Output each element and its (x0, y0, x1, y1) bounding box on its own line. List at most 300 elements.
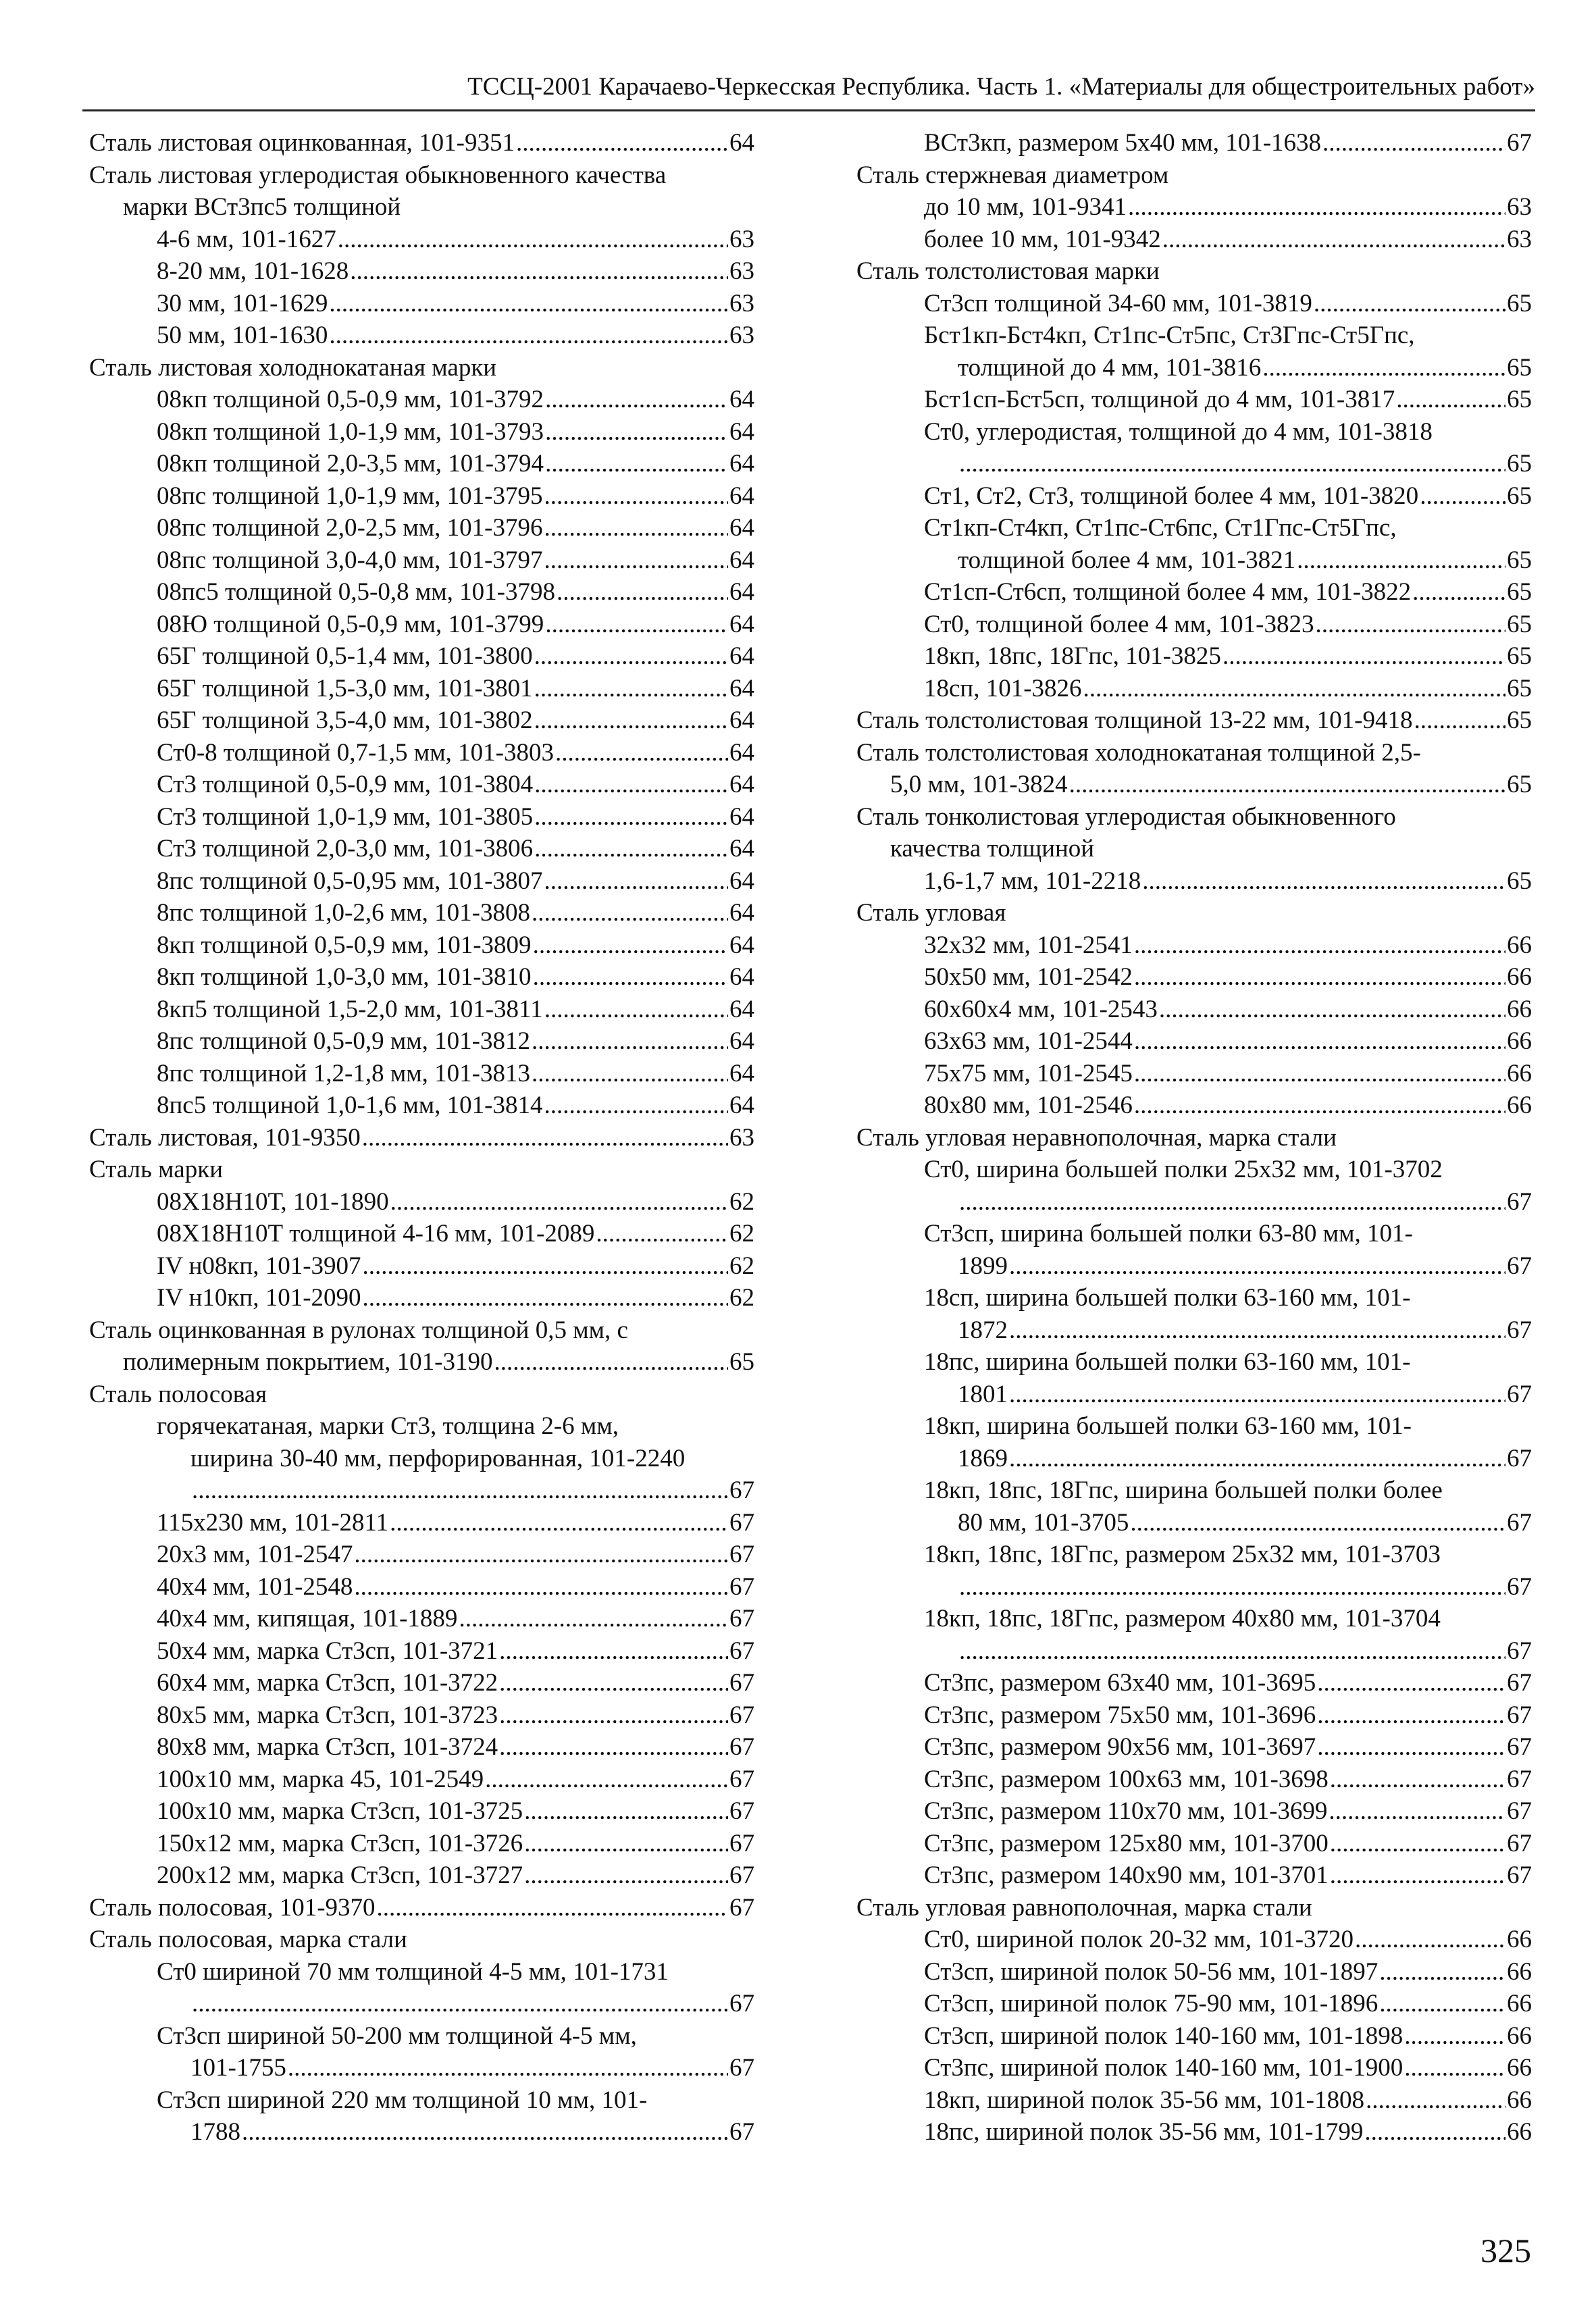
entry-page-number: 67 (729, 1637, 754, 1665)
header-title: ТССЦ-2001 Карачаево-Черкесская Республика. Часть 1. «Материалы для общестроительных работ» (467, 73, 1535, 101)
entry-text: до 10 мм, 101-9341 (924, 193, 1127, 221)
entry-text: Ст0, ширина большей полки 25х32 мм, 101-3702 (924, 1156, 1443, 1183)
entry-page-number: 65 (1507, 706, 1532, 734)
entry-text: Ст3 толщиной 0,5-0,9 мм, 101-3804 (157, 771, 534, 798)
entry-text: 18кп, 18пс, 18Гпс, размером 25х32 мм, 101-3703 (924, 1541, 1441, 1568)
index-entry (89, 512, 754, 544)
entry-text: Сталь угловая (856, 899, 1006, 927)
entry-page-number: 67 (1507, 1572, 1532, 1601)
index-entry (856, 544, 1532, 577)
dot-leader (524, 1859, 728, 1892)
entry-page-number: 67 (729, 1733, 754, 1761)
index-entry (856, 769, 1532, 801)
index-entry (89, 1346, 754, 1379)
index-entry (856, 288, 1532, 320)
dot-leader (544, 480, 729, 513)
dot-leader (1134, 1089, 1505, 1122)
entry-page-number: 67 (1507, 1669, 1532, 1697)
index-entry (89, 255, 754, 288)
dot-leader (544, 512, 729, 544)
index-entry (856, 1539, 1532, 1571)
entry-page-number: 65 (1507, 674, 1532, 702)
dot-leader (1420, 480, 1505, 513)
index-entry (856, 1346, 1532, 1379)
index-entry (856, 1379, 1532, 1411)
entry-page-number: 67 (1507, 1637, 1532, 1665)
index-entry (856, 1314, 1532, 1347)
entry-text: 80 мм, 101-3705 (958, 1508, 1129, 1537)
entry-text: 50х50 мм, 101-2542 (924, 963, 1133, 991)
dot-leader (1128, 191, 1505, 224)
dot-leader (1317, 1699, 1505, 1732)
index-entry (89, 1250, 754, 1283)
dot-leader (192, 1988, 728, 2020)
entry-text: 63х63 мм, 101-2544 (924, 1027, 1133, 1055)
dot-leader (363, 1282, 728, 1314)
index-entry (89, 1025, 754, 1058)
dot-leader (532, 897, 728, 929)
entry-text: 18пс, ширина большей полки 63-160 мм, 101- (924, 1348, 1411, 1376)
index-entry (89, 865, 754, 898)
entry-page-number: 64 (729, 450, 754, 478)
dot-leader (516, 127, 728, 159)
dot-leader (377, 1892, 728, 1924)
dot-leader (1315, 609, 1505, 641)
entry-text: Ст3сп, ширина большей полки 63-80 мм, 101- (924, 1220, 1413, 1248)
index-entry (856, 1828, 1532, 1860)
entry-text: 18кп, 18пс, 18Гпс, размером 40х80 мм, 101-3704 (924, 1605, 1441, 1632)
index-entry (89, 737, 754, 769)
dot-leader (1134, 1058, 1505, 1090)
entry-page-number: 67 (729, 2118, 754, 2146)
index-column-left (89, 127, 754, 2149)
entry-text: 80х80 мм, 101-2546 (924, 1091, 1133, 1119)
index-entry (856, 1667, 1532, 1699)
entry-text: 1,6-1,7 мм, 101-2218 (924, 867, 1141, 895)
dot-leader (362, 1122, 728, 1154)
dot-leader (1329, 1795, 1505, 1828)
index-entry (89, 416, 754, 448)
index-entry (856, 1282, 1532, 1314)
entry-text: Сталь угловая равнополочная, марка стали (856, 1893, 1312, 1922)
index-entry (856, 737, 1532, 769)
dot-leader (1083, 673, 1505, 705)
index-entry (89, 1122, 754, 1154)
entry-text: Сталь полосовая (89, 1380, 267, 1408)
entry-page-number: 66 (1507, 2054, 1532, 2082)
index-entry (89, 448, 754, 480)
entry-text: 65Г толщиной 0,5-1,4 мм, 101-3800 (157, 642, 533, 670)
entry-text: Ст3пс, размером 90х56 мм, 101-3697 (924, 1733, 1316, 1761)
dot-leader (532, 1025, 728, 1058)
entry-text: 60х60х4 мм, 101-2543 (924, 995, 1158, 1023)
entry-text: 101-1755 (190, 2054, 286, 2082)
entry-text: 65Г толщиной 1,5-3,0 мм, 101-3801 (157, 674, 533, 702)
entry-page-number: 67 (729, 1893, 754, 1922)
entry-page-number: 64 (729, 514, 754, 542)
entry-page-number: 67 (729, 1990, 754, 2017)
entry-text: 80х8 мм, марка Ст3сп, 101-3724 (157, 1733, 498, 1761)
entry-page-number: 65 (1507, 450, 1532, 478)
entry-page-number: 66 (1507, 1990, 1532, 2017)
entry-page-number: 65 (1507, 546, 1532, 574)
entry-page-number: 65 (1507, 867, 1532, 895)
index-entry (856, 1956, 1532, 1988)
entry-text: 8пс толщиной 1,0-2,6 мм, 101-3808 (157, 899, 530, 927)
entry-text: ВСт3кп, размером 5х40 мм, 101-1638 (924, 129, 1322, 157)
index-entry (89, 1956, 754, 1988)
index-entry (89, 1379, 754, 1411)
dot-leader (533, 929, 728, 962)
entry-text: Ст3пс, размером 63х40 мм, 101-3695 (924, 1669, 1316, 1697)
entry-page-number: 64 (729, 963, 754, 991)
index-entry (89, 961, 754, 994)
dot-leader (363, 1250, 728, 1283)
dot-leader (1262, 352, 1505, 384)
entry-text: 115х230 мм, 101-2811 (157, 1508, 389, 1537)
entry-text: Ст3пс, размером 125х80 мм, 101-3700 (924, 1829, 1329, 1857)
dot-leader (485, 1764, 728, 1796)
entry-page-number: 67 (729, 1572, 754, 1601)
index-entry (856, 2020, 1532, 2053)
entry-text: 40х4 мм, 101-2548 (157, 1572, 353, 1601)
entry-page-number: 64 (729, 738, 754, 767)
index-entry (89, 1410, 754, 1443)
entry-page-number: 67 (1507, 1861, 1532, 1889)
entry-text: Ст3пс, размером 75х50 мм, 101-3696 (924, 1701, 1316, 1729)
entry-page-number: 64 (729, 899, 754, 927)
entry-text: Ст0-8 толщиной 0,7-1,5 мм, 101-3803 (157, 738, 554, 767)
entry-page-number: 66 (1507, 1926, 1532, 1953)
entry-page-number: 65 (1507, 482, 1532, 510)
entry-page-number: 64 (729, 1059, 754, 1087)
entry-page-number: 63 (1507, 193, 1532, 221)
index-entry (89, 1859, 754, 1892)
index-entry (89, 929, 754, 962)
entry-text: Сталь полосовая, 101-9370 (89, 1893, 376, 1922)
index-entry (89, 384, 754, 416)
index-entry (856, 512, 1532, 544)
dot-leader (390, 1507, 728, 1539)
index-entry (856, 1218, 1532, 1250)
entry-page-number: 67 (729, 1508, 754, 1537)
index-entry (856, 2052, 1532, 2084)
index-entry (856, 2116, 1532, 2149)
entry-text: 1872 (958, 1316, 1008, 1344)
index-entry (856, 1250, 1532, 1283)
index-entry (89, 127, 754, 159)
dot-leader (534, 833, 728, 865)
entry-page-number: 65 (1507, 289, 1532, 317)
index-entry (856, 255, 1532, 288)
index-entry (856, 384, 1532, 416)
dot-leader (524, 1795, 728, 1828)
entry-page-number: 65 (1507, 386, 1532, 413)
dot-leader (534, 673, 728, 705)
dot-leader (534, 640, 728, 673)
dot-leader (1222, 640, 1505, 673)
page-number: 325 (1481, 2232, 1531, 2269)
entry-text: 40х4 мм, кипящая, 101-1889 (157, 1605, 458, 1632)
entry-text: Сталь листовая углеродистая обыкновенного качества (89, 161, 667, 189)
entry-page-number: 63 (729, 1123, 754, 1152)
dot-leader (499, 1667, 728, 1699)
index-entry (856, 576, 1532, 609)
entry-text: более 10 мм, 101-9342 (924, 225, 1161, 253)
dot-leader (1396, 384, 1505, 416)
entry-page-number: 67 (729, 1669, 754, 1697)
index-entry (856, 1859, 1532, 1892)
index-entry (856, 159, 1532, 192)
entry-text: 18кп, ширина большей полки 63-160 мм, 101- (924, 1412, 1412, 1440)
index-entry (856, 448, 1532, 480)
index-entry (856, 1988, 1532, 2020)
dot-leader (1412, 576, 1505, 609)
entry-text: Сталь марки (89, 1156, 224, 1183)
entry-page-number: 65 (1507, 771, 1532, 798)
entry-page-number: 64 (729, 867, 754, 895)
entry-text: Сталь стержневая диаметром (856, 161, 1169, 189)
entry-page-number: 63 (1507, 225, 1532, 253)
dot-leader (1414, 704, 1506, 737)
index-entry (89, 1571, 754, 1603)
entry-text: 65Г толщиной 3,5-4,0 мм, 101-3802 (157, 706, 533, 734)
entry-page-number: 67 (1507, 1187, 1532, 1216)
index-entry (89, 576, 754, 609)
dot-leader (1009, 1314, 1505, 1347)
entry-text: Ст3 толщиной 2,0-3,0 мм, 101-3806 (157, 835, 534, 863)
entry-page-number: 66 (1507, 1091, 1532, 1119)
index-entry (89, 2116, 754, 2149)
entry-text: Ст3сп толщиной 34-60 мм, 101-3819 (924, 289, 1312, 317)
entry-page-number: 65 (1507, 610, 1532, 638)
index-entry (856, 929, 1532, 962)
entry-page-number: 64 (729, 1027, 754, 1055)
index-entry (89, 1603, 754, 1635)
entry-text: 18сп, 101-3826 (924, 674, 1082, 702)
entry-text: 4-6 мм, 101-1627 (157, 225, 336, 253)
entry-text: 08пс толщиной 3,0-4,0 мм, 101-3797 (157, 546, 543, 574)
index-entry (89, 1539, 754, 1571)
entry-text: 32х32 мм, 101-2541 (924, 931, 1133, 959)
index-entry (856, 1795, 1532, 1828)
index-entry (856, 416, 1532, 448)
entry-page-number: 67 (1507, 1508, 1532, 1537)
entry-text: 08Х18Н10Т, 101-1890 (157, 1187, 389, 1216)
entry-text: Ст3сп, шириной полок 140-160 мм, 101-1898 (924, 2022, 1404, 2050)
entry-text: Сталь листовая, 101-9350 (89, 1123, 361, 1152)
dot-leader (1404, 2020, 1505, 2053)
index-entry (89, 1154, 754, 1186)
entry-text: 8кп толщиной 1,0-3,0 мм, 101-3810 (157, 963, 532, 991)
entry-page-number: 63 (729, 289, 754, 317)
dot-leader (544, 1089, 729, 1122)
dot-leader (545, 416, 728, 448)
dot-leader (1159, 994, 1505, 1026)
dot-leader (1330, 1828, 1505, 1860)
index-entry (89, 2020, 754, 2053)
entry-text: Сталь листовая оцинкованная, 101-9351 (89, 129, 515, 157)
index-entry (856, 1443, 1532, 1475)
entry-text: 200х12 мм, марка Ст3сп, 101-3727 (157, 1861, 523, 1889)
index-entry (89, 1731, 754, 1764)
entry-text: толщиной до 4 мм, 101-3816 (958, 353, 1262, 382)
entry-text: 60х4 мм, марка Ст3сп, 101-3722 (157, 1669, 498, 1697)
dot-leader (288, 2052, 728, 2084)
entry-page-number: 67 (1507, 1701, 1532, 1729)
index-entry (89, 1443, 754, 1475)
entry-text: 08пс5 толщиной 0,5-0,8 мм, 101-3798 (157, 578, 555, 606)
entry-page-number: 67 (1507, 1444, 1532, 1472)
entry-text: 1899 (958, 1252, 1008, 1280)
dot-leader (545, 384, 728, 416)
entry-text: 08пс толщиной 1,0-1,9 мм, 101-3795 (157, 482, 543, 510)
index-entry (89, 640, 754, 673)
index-entry (856, 1699, 1532, 1732)
index-entry (89, 288, 754, 320)
entry-page-number: 65 (1507, 353, 1532, 382)
index-entry (89, 1828, 754, 1860)
entry-page-number: 67 (729, 1476, 754, 1504)
index-entry (856, 1924, 1532, 1956)
entry-text: Ст0, шириной полок 20-32 мм, 101-3720 (924, 1926, 1354, 1953)
entry-text: 8пс толщиной 0,5-0,9 мм, 101-3812 (157, 1027, 530, 1055)
dot-leader (544, 865, 729, 898)
dot-leader (959, 1186, 1505, 1218)
index-entry (89, 480, 754, 513)
entry-page-number: 62 (729, 1187, 754, 1216)
index-entry (89, 1058, 754, 1090)
entry-text: 1869 (958, 1444, 1008, 1472)
entry-page-number: 67 (729, 1861, 754, 1889)
dot-leader (459, 1603, 728, 1635)
dot-leader (354, 1571, 728, 1603)
entry-page-number: 67 (729, 1541, 754, 1568)
entry-text: 50х4 мм, марка Ст3сп, 101-3721 (157, 1637, 498, 1665)
entry-text: Ст3пс, размером 140х90 мм, 101-3701 (924, 1861, 1329, 1889)
index-entry (856, 1025, 1532, 1058)
entry-text: 100х10 мм, марка 45, 101-2549 (157, 1765, 484, 1793)
dot-leader (1379, 1988, 1505, 2020)
index-entry (856, 352, 1532, 384)
entry-text: 18кп, 18пс, 18Гпс, ширина большей полки более (924, 1476, 1443, 1504)
entry-text: 75х75 мм, 101-2545 (924, 1059, 1133, 1087)
dot-leader (1134, 961, 1505, 994)
index-entry (89, 769, 754, 801)
entry-page-number: 64 (729, 386, 754, 413)
index-entry (856, 1507, 1532, 1539)
entry-page-number: 64 (729, 835, 754, 863)
entry-text: 150х12 мм, марка Ст3сп, 101-3726 (157, 1829, 523, 1857)
entry-text: IV н08кп, 101-3907 (157, 1252, 361, 1280)
dot-leader (329, 288, 728, 320)
index-entry (89, 544, 754, 577)
index-entry (89, 159, 754, 192)
entry-text: Сталь угловая неравнополочная, марка стали (856, 1123, 1337, 1152)
index-entry (856, 1154, 1532, 1186)
dot-leader (499, 1635, 728, 1668)
index-entry (856, 1635, 1532, 1668)
entry-text: 100х10 мм, марка Ст3сп, 101-3725 (157, 1797, 523, 1825)
index-entry (856, 2084, 1532, 2117)
dot-leader (1322, 127, 1505, 159)
dot-leader (534, 769, 728, 801)
dot-leader (1379, 1956, 1505, 1988)
entry-text: горячекатаная, марки Ст3, толщина 2-6 мм, (157, 1412, 619, 1440)
index-entry (89, 1474, 754, 1507)
dot-leader (534, 704, 728, 737)
entry-text: Ст3пс, размером 100х63 мм, 101-3698 (924, 1765, 1329, 1793)
dot-leader (959, 448, 1505, 480)
dot-leader (1317, 1667, 1505, 1699)
dot-leader (329, 319, 728, 352)
index-entry (89, 833, 754, 865)
index-entry (856, 191, 1532, 224)
index-entry (89, 704, 754, 737)
entry-page-number: 64 (729, 417, 754, 446)
index-entry (856, 1731, 1532, 1764)
index-entry (856, 1474, 1532, 1507)
entry-text: толщиной более 4 мм, 101-3821 (958, 546, 1296, 574)
index-entry (856, 319, 1532, 352)
index-entry (89, 1282, 754, 1314)
entry-text: ширина 30-40 мм, перфорированная, 101-2240 (190, 1444, 686, 1472)
index-entry (89, 1699, 754, 1732)
entry-text: 18пс, шириной полок 35-56 мм, 101-1799 (924, 2118, 1364, 2146)
entry-page-number: 67 (1507, 1733, 1532, 1761)
entry-page-number: 62 (729, 1220, 754, 1248)
entry-text: 80х5 мм, марка Ст3сп, 101-3723 (157, 1701, 498, 1729)
index-entry (856, 609, 1532, 641)
entry-page-number: 66 (1507, 1027, 1532, 1055)
entry-text: Ст0, толщиной более 4 мм, 101-3823 (924, 610, 1314, 638)
entry-page-number: 66 (1507, 2086, 1532, 2114)
entry-page-number: 67 (1507, 1316, 1532, 1344)
dot-leader (1134, 929, 1505, 962)
dot-leader (1314, 288, 1505, 320)
dot-leader (1009, 1379, 1505, 1411)
entry-text: 18сп, ширина большей полки 63-160 мм, 101- (924, 1284, 1411, 1312)
entry-page-number: 63 (729, 257, 754, 285)
index-entry (856, 897, 1532, 929)
entry-page-number: 67 (729, 1797, 754, 1825)
entry-text: 30 мм, 101-1629 (157, 289, 328, 317)
dot-leader (544, 994, 728, 1026)
entry-text: Сталь листовая холоднокатаная марки (89, 353, 497, 382)
dot-leader (1317, 1731, 1505, 1764)
dot-leader (390, 1186, 728, 1218)
index-entry (89, 1764, 754, 1796)
entry-page-number: 67 (1507, 1797, 1532, 1825)
dot-leader (534, 801, 728, 833)
entry-text: полимерным покрытием, 101-3190 (123, 1348, 493, 1376)
running-header (82, 68, 1535, 111)
dot-leader (1142, 865, 1505, 898)
entry-page-number: 67 (729, 1829, 754, 1857)
entry-text: 8пс толщиной 0,5-0,95 мм, 101-3807 (157, 867, 543, 895)
dot-leader (532, 1058, 728, 1090)
dot-leader (1162, 224, 1505, 256)
dot-leader (1134, 1025, 1505, 1058)
entry-text: 8кп толщиной 0,5-0,9 мм, 101-3809 (157, 931, 532, 959)
entry-text: Бст1кп-Бст4кп, Ст1пс-Ст5пс, Ст3Гпс-Ст5Гпс, (924, 322, 1415, 349)
entry-text: Ст0, углеродистая, толщиной до 4 мм, 101-3818 (924, 417, 1433, 446)
index-entry (89, 1186, 754, 1218)
entry-text: Ст3пс, размером 110х70 мм, 101-3699 (924, 1797, 1328, 1825)
entry-text: 50 мм, 101-1630 (157, 322, 328, 349)
index-entry (856, 1764, 1532, 1796)
entry-page-number: 64 (729, 931, 754, 959)
